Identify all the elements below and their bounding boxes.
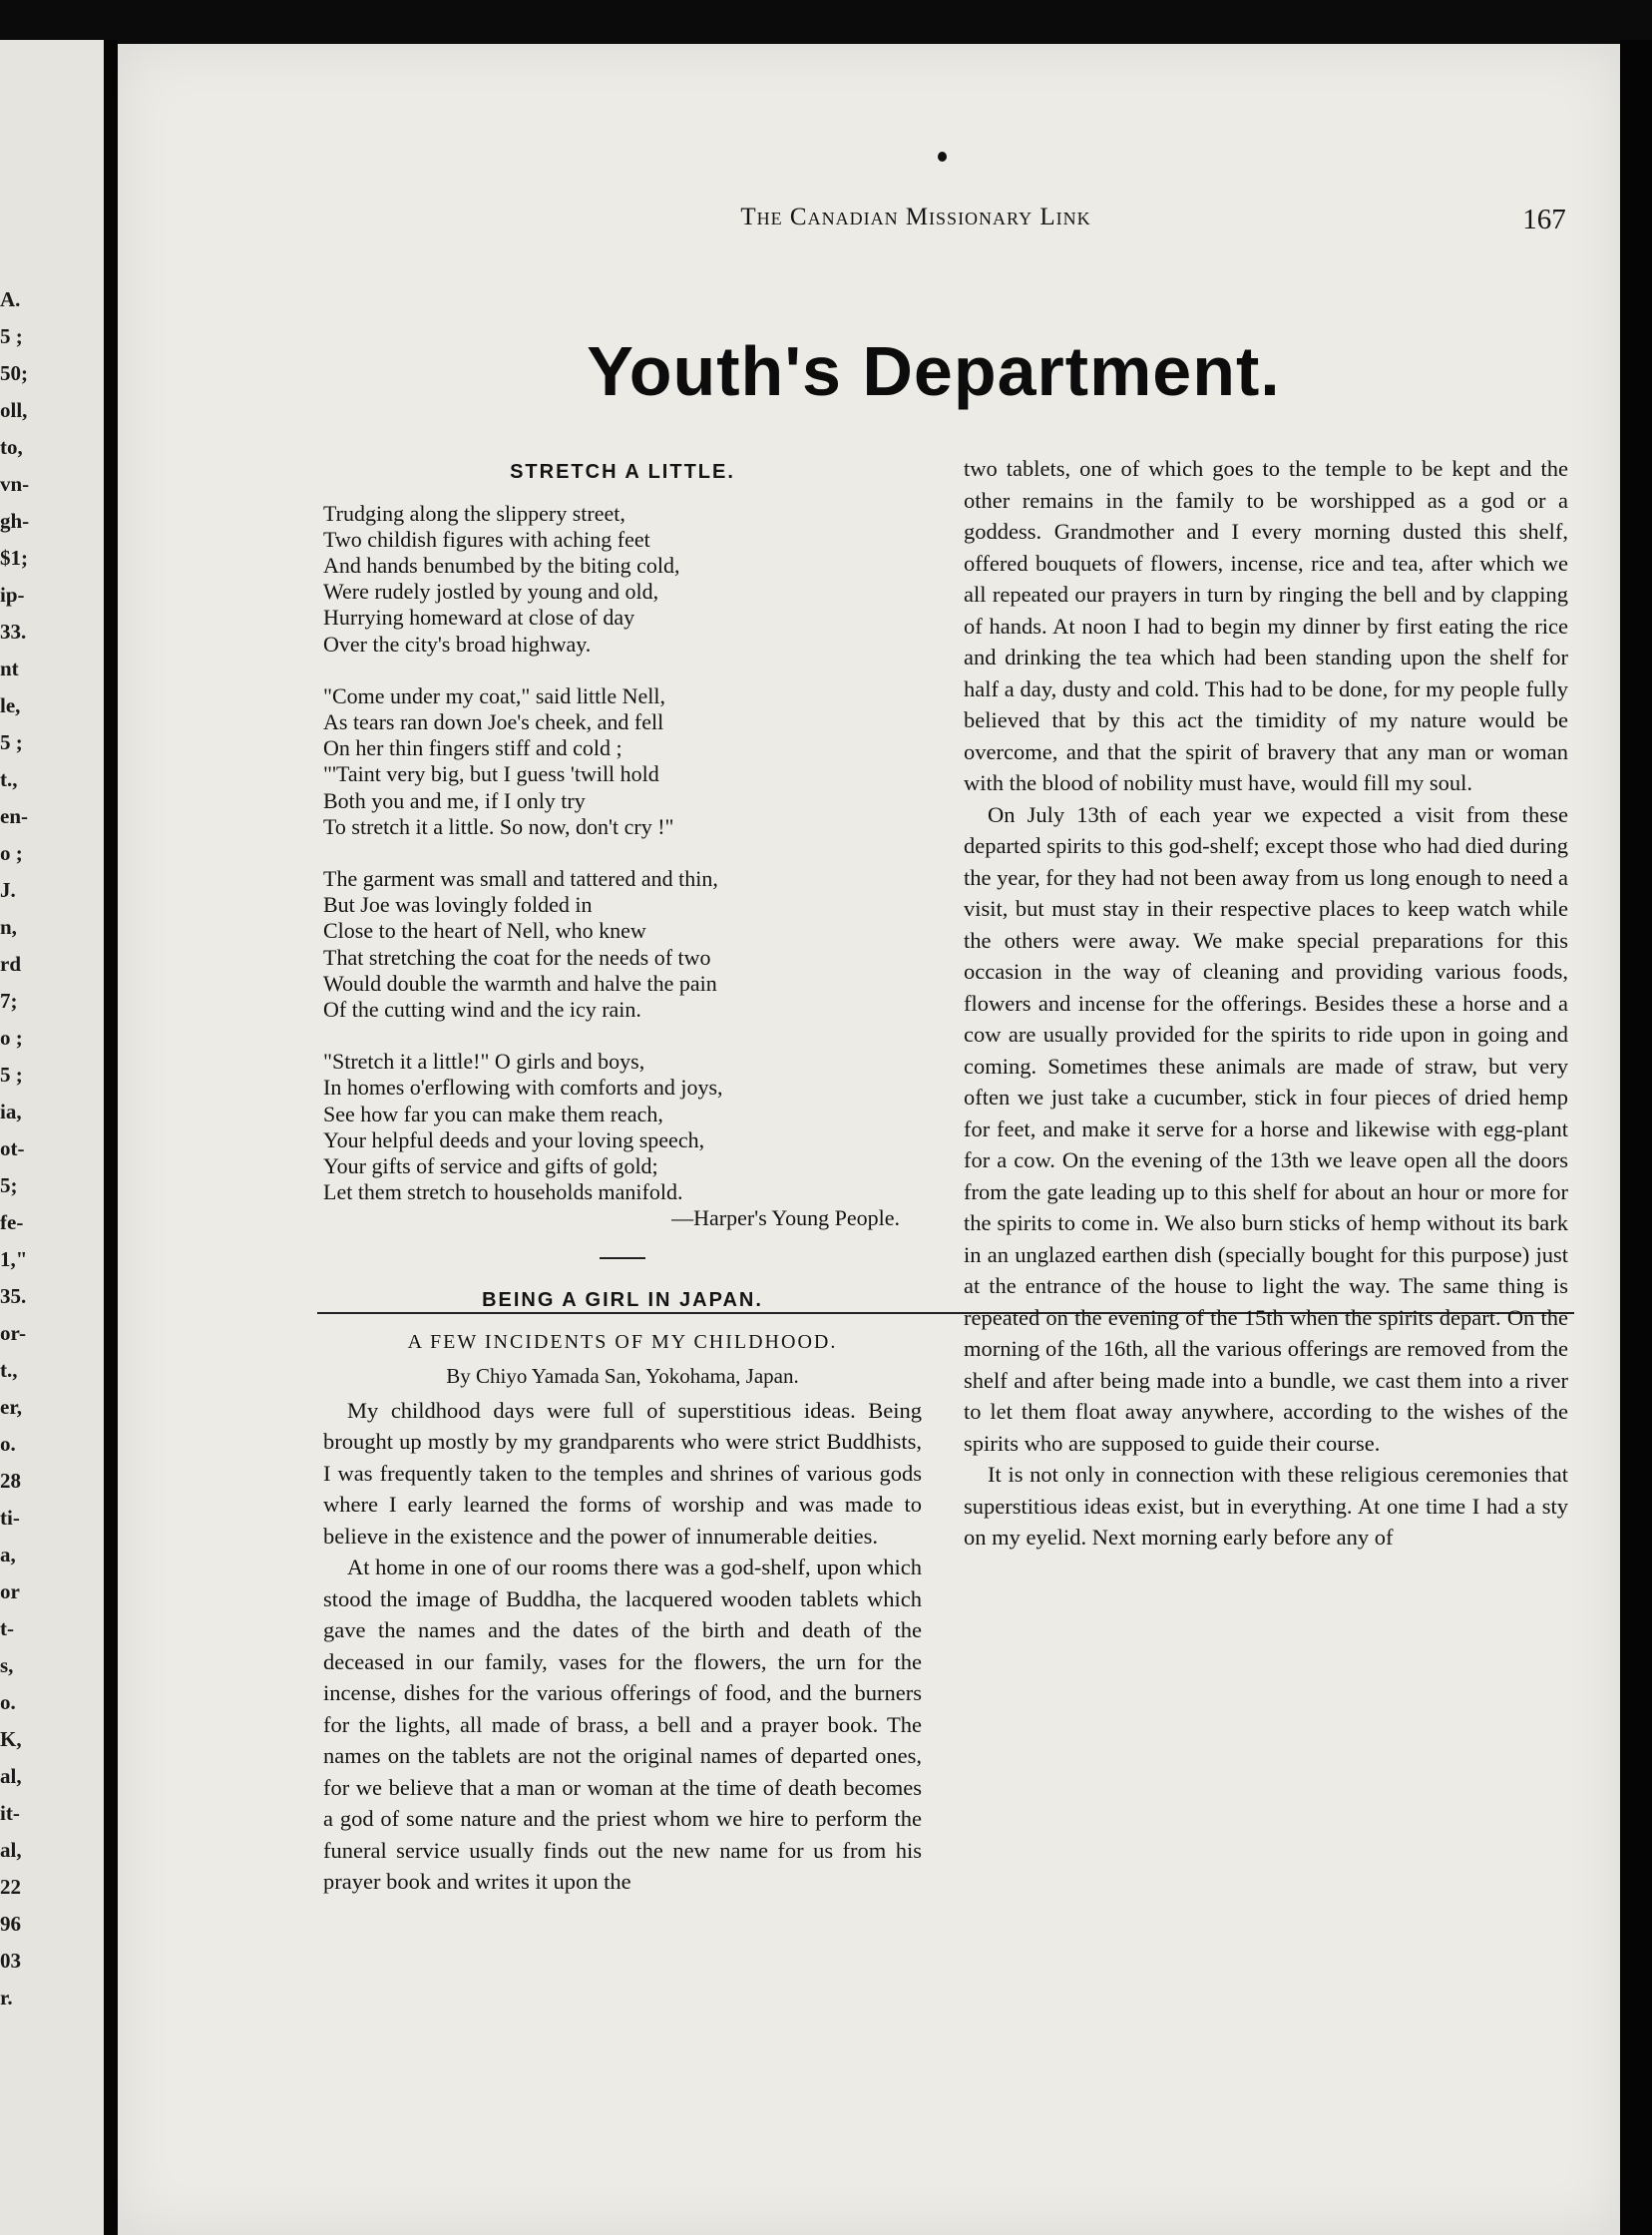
margin-fragment: K,: [0, 1727, 22, 1751]
margin-fragment: t.,: [0, 767, 18, 791]
article-title: BEING A GIRL IN JAPAN.: [482, 1289, 763, 1312]
margin-fragment: o.: [0, 1690, 16, 1714]
margin-fragment: al,: [0, 1764, 22, 1788]
margin-fragment: 5 ;: [0, 324, 23, 348]
poem-line: Close to the heart of Nell, who knew: [323, 918, 646, 944]
section-divider: [600, 1257, 645, 1259]
margin-fragment: o ;: [0, 841, 23, 865]
poem-line: Let them stretch to households manifold.: [323, 1179, 683, 1205]
margin-fragment: ti-: [0, 1506, 20, 1530]
margin-fragment: 33.: [0, 620, 27, 644]
running-title: The Canadian Missionary Link: [740, 204, 1091, 230]
margin-fragment: or-: [0, 1321, 27, 1345]
poem-line: Would double the warmth and halve the pain: [323, 970, 717, 996]
poem-line: On her thin fingers stiff and cold ;: [323, 735, 622, 761]
poem-line: "'Taint very big, but I guess 'twill hold: [323, 761, 659, 787]
poem-line: Of the cutting wind and the icy rain.: [323, 996, 641, 1022]
poem-stanza: [323, 501, 922, 658]
margin-fragment: 5 ;: [0, 730, 23, 754]
article-byline: By Chiyo Yamada San, Yokohama, Japan.: [446, 1363, 799, 1388]
poem-stanza: [323, 866, 922, 1023]
margin-fragment: 7;: [0, 989, 18, 1013]
article-paragraph: It is not only in connection with these religious ceremonies that superstitious ideas exist, but in everything. At one time I had a sty on my eyelid. Next morning early before any of: [964, 1462, 1568, 1550]
poem-line: "Come under my coat," said little Nell,: [323, 682, 665, 708]
margin-fragment: 22: [0, 1875, 21, 1899]
scan-border: [1620, 40, 1652, 2235]
margin-fragment: 50;: [0, 361, 28, 385]
margin-fragment: al,: [0, 1838, 22, 1862]
margin-fragment: n,: [0, 915, 17, 939]
article-left-text: [323, 1395, 922, 1898]
poem-line: But Joe was lovingly folded in: [323, 892, 593, 918]
poem-line: Two childish figures with aching feet: [323, 526, 650, 552]
margin-fragment: en-: [0, 804, 28, 828]
margin-fragment: ot-: [0, 1136, 25, 1160]
department-title: Youth's Department.: [587, 332, 1281, 410]
margin-fragment: 5;: [0, 1173, 18, 1197]
poem-line: Both you and me, if I only try: [323, 787, 586, 813]
article-right-text: [964, 453, 1568, 1554]
poem-line: Your helpful deeds and your loving speech,: [323, 1126, 705, 1152]
ink-spot: [938, 152, 947, 162]
book-gutter: [104, 40, 118, 2235]
poem-line: And hands benumbed by the biting cold,: [323, 552, 680, 578]
magazine-page: [118, 44, 1620, 2235]
margin-fragment: it-: [0, 1801, 20, 1825]
poem-line: Hurrying homeward at close of day: [323, 605, 635, 631]
margin-fragment: o ;: [0, 1026, 23, 1050]
margin-fragment: r.: [0, 1986, 13, 2010]
poem-line: See how far you can make them reach,: [323, 1101, 663, 1126]
poem-line: "Stretch it a little!" O girls and boys,: [323, 1049, 645, 1075]
margin-fragment: A.: [0, 287, 21, 311]
margin-fragment: t.,: [0, 1358, 18, 1382]
margin-fragment: vn-: [0, 472, 30, 496]
margin-fragment: 28: [0, 1469, 21, 1493]
left-column: [323, 453, 922, 1898]
article-paragraph: At home in one of our rooms there was a god-shelf, upon which stood the image of Buddha, the lacquered wooden tablets which gave the names and the dates of the birth and death of the deceased in our family, vases for the flowers, the urn for the incense, dishes for the various offerings of food, and the burners for the lights, all made of brass, a bell and a prayer book. The names on the tablets are not the original names of departed ones, for we believe that a man or woman at the time of death becomes a god of some nature and the priest whom we hire to perform the funeral service usually finds out the new name for us from his prayer book and writes it upon the: [323, 1555, 922, 1895]
margin-fragment: rd: [0, 952, 21, 976]
article-subtitle: A FEW INCIDENTS OF MY CHILDHOOD.: [407, 1330, 838, 1353]
poem-line: The garment was small and tattered and thin,: [323, 865, 718, 891]
margin-fragment: le,: [0, 693, 21, 717]
margin-fragment: s,: [0, 1653, 14, 1677]
article-paragraph: On July 13th of each year we expected a visit from these departed spirits to this god-shelf; except those who had died during the year, for they had not been away from us long enough to need a visit, but must stay in their respective places to keep watch while the others were away. We make special preparations for this occasion in the way of cleaning and providing various foods, flowers and incense for the offerings. Besides these a horse and a cow are usually provided for the spirits to ride upon in going and coming. Sometimes these animals are made of straw, but very often we just take a cucumber, stick in four pieces of dried hemp for feet, and make it serve for a horse and likewise with egg-plant for a cow. On the evening of the 13th we leave open all the doors from the gate leading up to this shelf for about an hour or more for the spirits to come in. We also burn sticks of hemp without its bark in an unglazed earthen dish (specially bought for this purpose) just at the entrance of the house to light the way. The same thing is repeated on the evening of the 15th when the spirits depart. On the morning of the 16th, all the various offerings are removed from the shelf and after being made into a bundle, we cast them into a river to let them float away anywhere, according to the wishes of the spirits who are supposed to guide their course.: [964, 801, 1568, 1456]
margin-fragment: ia,: [0, 1100, 22, 1123]
poem-line: Over the city's broad highway.: [323, 631, 592, 657]
margin-fragment: $1;: [0, 546, 28, 570]
margin-fragment: 35.: [0, 1284, 27, 1308]
poem-attribution: —Harper's Young People.: [671, 1205, 900, 1231]
article-paragraph: two tablets, one of which goes to the temple to be kept and the other remains in the family to be worshipped as a god or a goddess. Grandmother and I every morning dusted this shelf, offered bouquets of flowers, incense, rice and tea, after which we all repeated our prayers in turn by ringing the bell and by clapping of hands. At noon I had to begin my dinner by first eating the rice and drinking the tea which had been standing upon the shelf for half a day, dusty and cold. This had to be done, for my people fully believed that by this act the timidity of my nature would be overcome, and that the spirit of bravery that any man or woman with the blood of nobility must have, would fill my soul.: [964, 456, 1568, 795]
poem-line: As tears ran down Joe's cheek, and fell: [323, 708, 664, 734]
margin-fragment: a,: [0, 1543, 16, 1566]
poem-line: Trudging along the slippery street,: [323, 500, 625, 526]
margin-fragment: 96: [0, 1912, 21, 1936]
poem-stanza: [323, 683, 922, 840]
article-paragraph: My childhood days were full of superstitious ideas. Being brought up mostly by my grandparents who were strict Buddhists, I was frequently taken to the temples and shrines of various gods where I early learned the forms of worship and was made to believe in the existence and the power of innumerable deities.: [323, 1397, 922, 1549]
poem-line: To stretch it a little. So now, don't cry !": [323, 813, 674, 839]
poem-line: Were rudely jostled by young and old,: [323, 579, 659, 605]
margin-fragment: er,: [0, 1395, 22, 1419]
adjacent-page-margin: [0, 40, 104, 2235]
margin-fragment: oll,: [0, 398, 28, 422]
poem-title: STRETCH A LITTLE.: [510, 461, 735, 483]
poem-line: That stretching the coat for the needs of two: [323, 944, 711, 970]
margin-fragment: 03: [0, 1949, 21, 1973]
margin-fragment: o.: [0, 1432, 16, 1456]
poem: [323, 501, 922, 1206]
margin-fragment: 1,": [0, 1247, 28, 1271]
right-column: [964, 453, 1568, 1554]
margin-fragment: fe-: [0, 1210, 24, 1234]
margin-fragment: nt: [0, 657, 19, 680]
poem-line: In homes o'erflowing with comforts and joys,: [323, 1075, 723, 1101]
margin-fragment: J.: [0, 878, 16, 902]
margin-fragment: ip-: [0, 583, 25, 607]
margin-fragment: or: [0, 1579, 20, 1603]
poem-stanza: [323, 1049, 922, 1205]
margin-fragment: to,: [0, 435, 23, 459]
page-number: 167: [1522, 204, 1566, 235]
poem-line: Your gifts of service and gifts of gold;: [323, 1152, 658, 1178]
margin-fragment: t-: [0, 1616, 14, 1640]
margin-fragment: gh-: [0, 509, 30, 533]
margin-fragment: 5 ;: [0, 1063, 23, 1087]
